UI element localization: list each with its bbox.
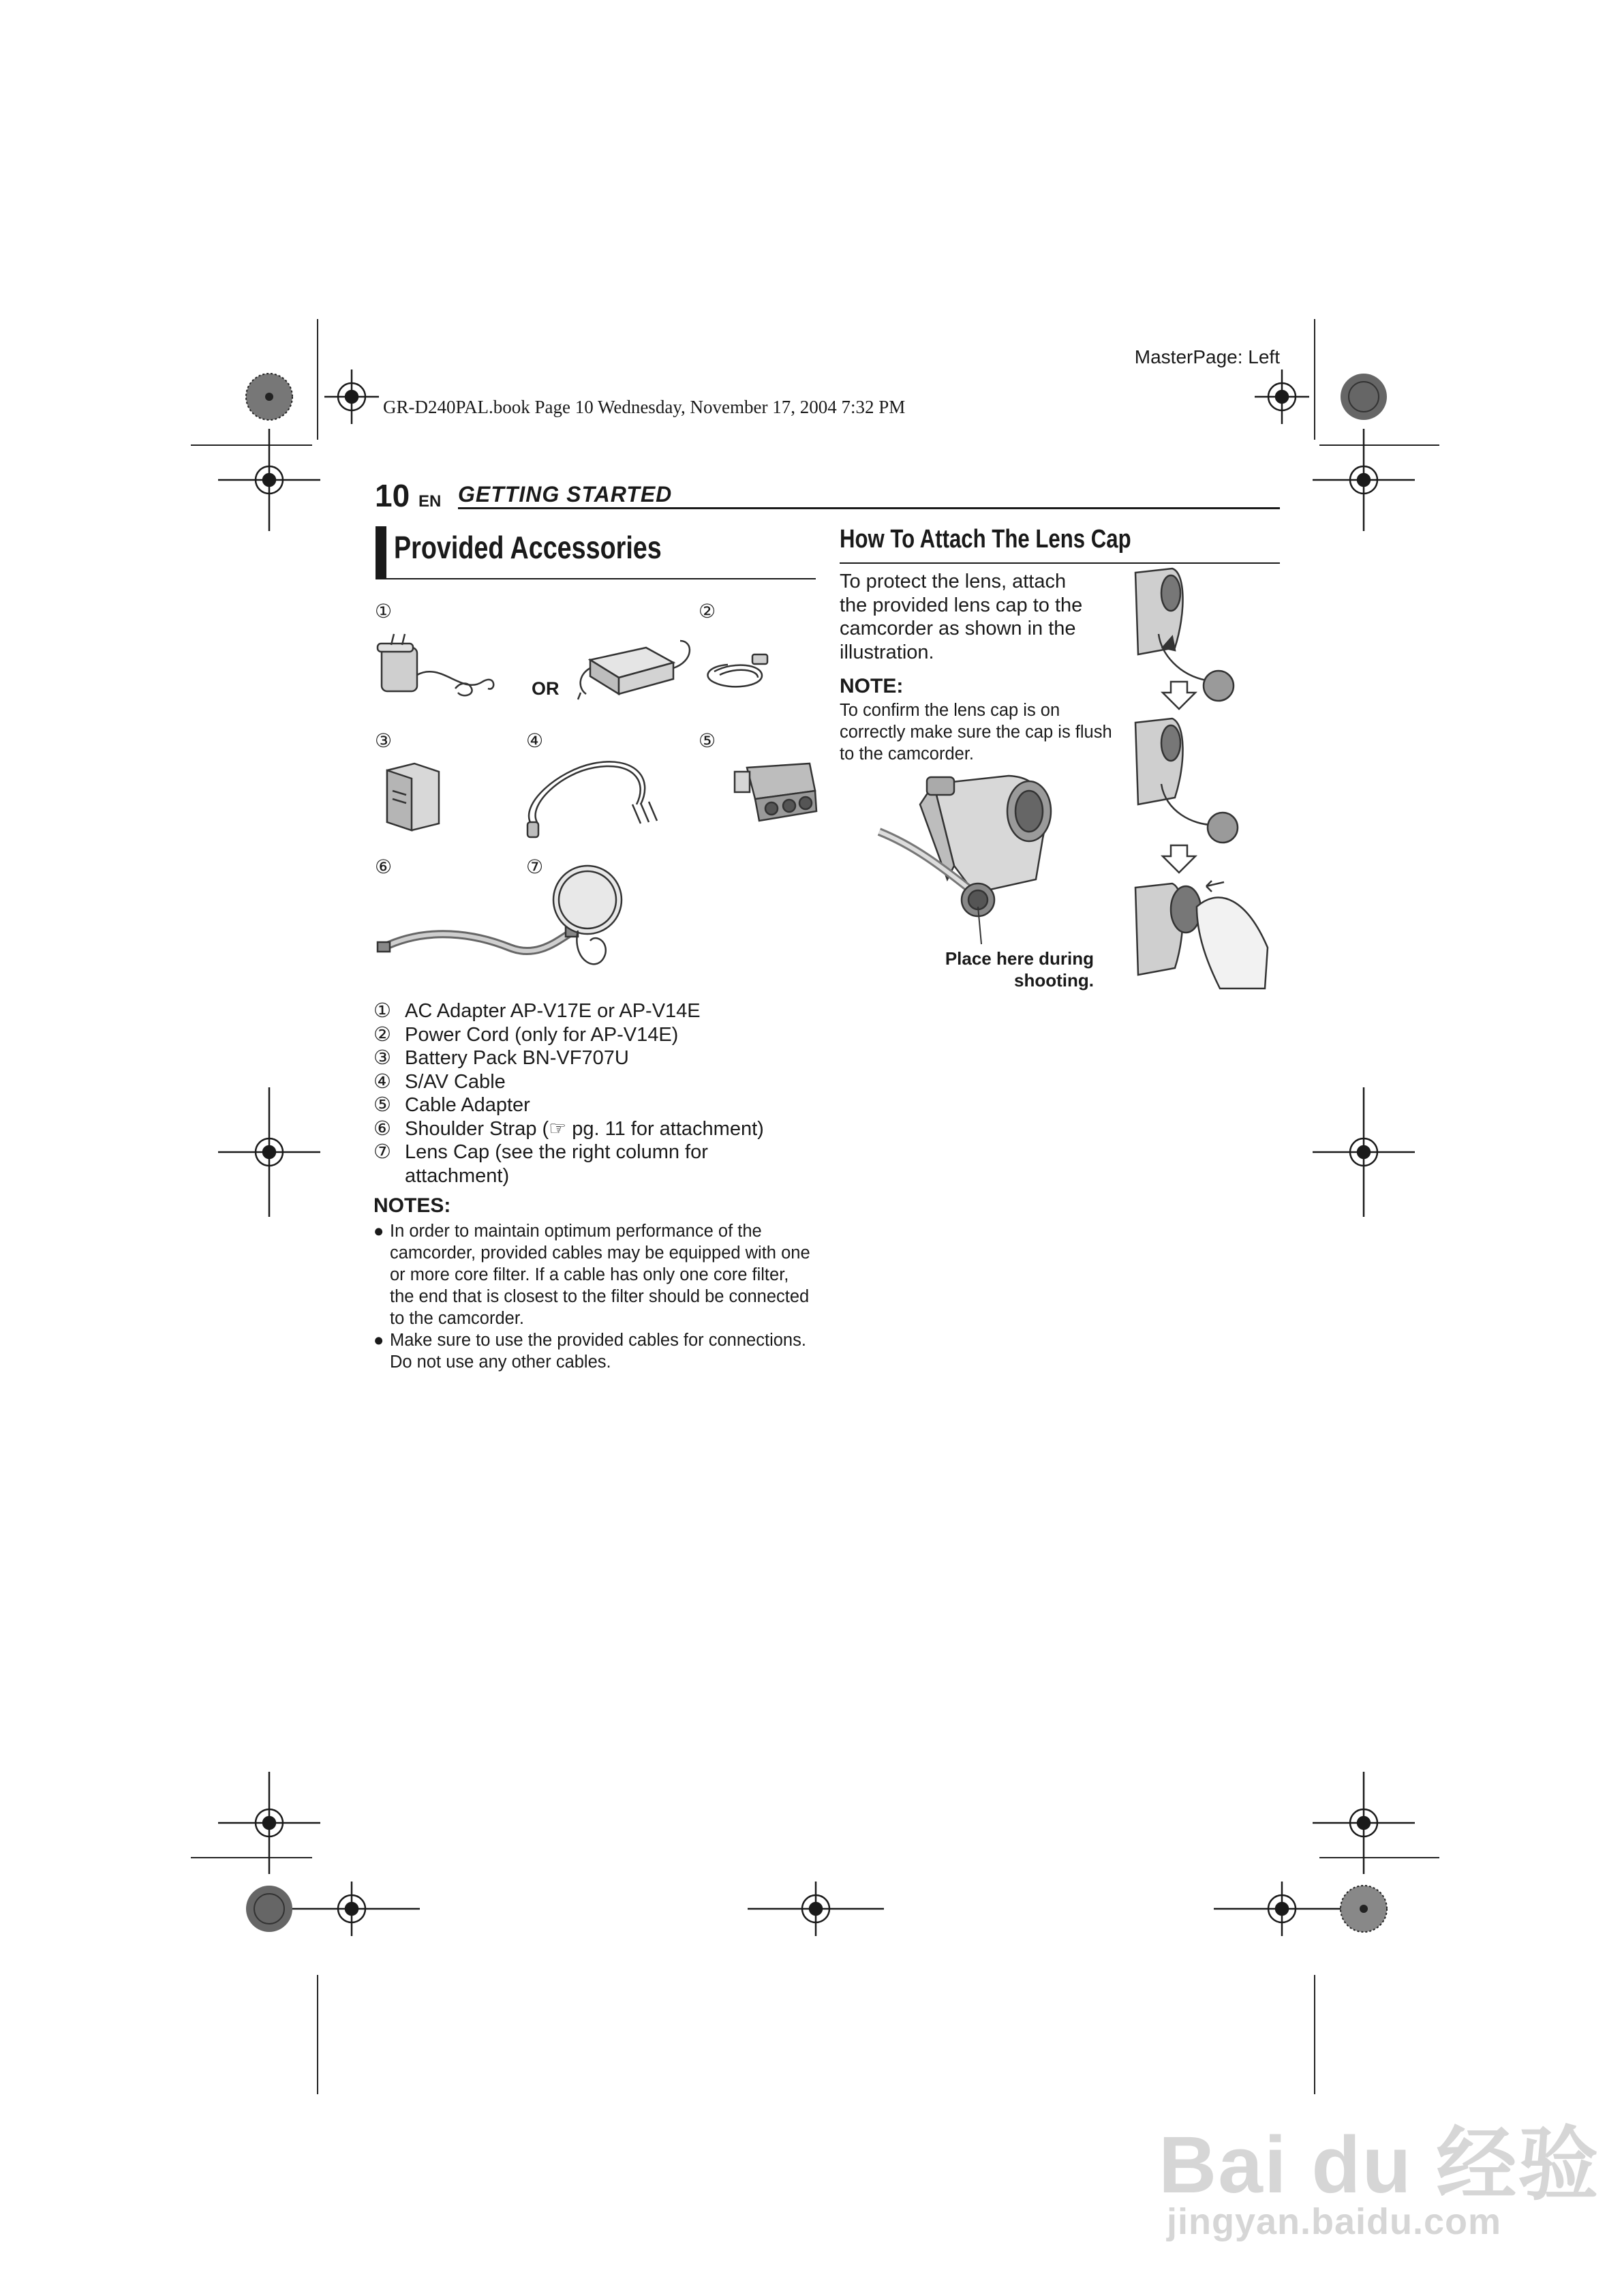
lens-cap-image	[553, 866, 622, 964]
list-item: ① AC Adapter AP-V17E or AP-V14E	[373, 1000, 701, 1022]
figure-label-2: ②	[699, 601, 716, 622]
figure-label-6: ⑥	[375, 856, 393, 877]
figure-label-5: ⑤	[699, 730, 716, 751]
step-2-image	[1135, 719, 1238, 843]
watermark-logo: Bai du 经验	[1159, 2120, 1600, 2210]
page-number: 10	[375, 478, 410, 513]
masterpage-label: MasterPage: Left	[1134, 346, 1280, 367]
figure-label-7: ⑦	[526, 856, 544, 877]
watermark-url: jingyan.baidu.com	[1167, 2201, 1502, 2242]
down-arrow-icon	[1163, 682, 1195, 709]
power-cord-image	[707, 654, 767, 686]
ac-adapter-box-image	[578, 641, 690, 699]
ac-adapter-plug-image	[378, 634, 493, 695]
camcorder-illustration	[872, 764, 1077, 948]
list-item: ⑦ Lens Cap (see the right column for attachment)	[373, 1141, 708, 1187]
bullet-icon: ●	[373, 1331, 384, 1350]
section-title: GETTING STARTED	[458, 482, 673, 507]
illustration-caption: Place here during shooting.	[945, 948, 1094, 991]
note-text: To confirm the lens cap is on correctly make sure the cap is flush to the camcorder.	[840, 701, 1112, 764]
list-item: ③ Battery Pack BN-VF707U	[373, 1047, 629, 1069]
header-rule	[458, 507, 1280, 509]
cable-adapter-image	[735, 764, 816, 821]
bullet-icon: ●	[373, 1222, 384, 1241]
list-item: ④ S/AV Cable	[373, 1070, 506, 1093]
accessory-list	[373, 999, 810, 1188]
lens-cap-intro: To protect the lens, attach the provided lens cap to the camcorder as shown in the illustration.	[840, 571, 1083, 663]
battery-pack-image	[387, 764, 439, 830]
step-3-image	[1135, 881, 1268, 988]
lens-cap-heading: How To Attach The Lens Cap	[840, 525, 1131, 554]
figure-label-4: ④	[526, 730, 544, 751]
notes-list	[373, 1220, 816, 1373]
figure-label-3: ③	[375, 730, 393, 751]
figure-label-1: ①	[375, 601, 393, 622]
or-label: OR	[532, 678, 560, 699]
heading-rule	[376, 578, 816, 579]
note-heading: NOTE:	[840, 675, 904, 697]
sav-cable-image	[527, 761, 657, 837]
down-arrow-icon	[1163, 845, 1195, 873]
shoulder-strap-image	[378, 927, 578, 952]
list-item: ② Power Cord (only for AP-V14E)	[373, 1023, 679, 1046]
accessories-heading: Provided Accessories	[394, 530, 662, 565]
list-item: ⑥ Shoulder Strap (☞ pg. 11 for attachment)	[373, 1117, 764, 1140]
note-item: ● In order to maintain optimum performance of the camcorder, provided cables may be equipped with one or more core filter. If a cable has only one core filter, the end that is closest to the filter should be connected to the camcorder.	[373, 1222, 810, 1328]
book-info-line: GR-D240PAL.book Page 10 Wednesday, November 17, 2004 7:32 PM	[383, 397, 906, 417]
note-item: ● Make sure to use the provided cables for connections. Do not use any other cables.	[373, 1331, 806, 1372]
notes-heading: NOTES:	[373, 1194, 451, 1217]
language-tag: EN	[418, 492, 442, 511]
list-item: ⑤ Cable Adapter	[373, 1094, 530, 1116]
accessories-illustration	[373, 620, 823, 995]
heading-rule	[840, 562, 1280, 564]
lens-cap-steps-illustration	[1131, 566, 1281, 995]
heading-bar	[376, 526, 386, 578]
